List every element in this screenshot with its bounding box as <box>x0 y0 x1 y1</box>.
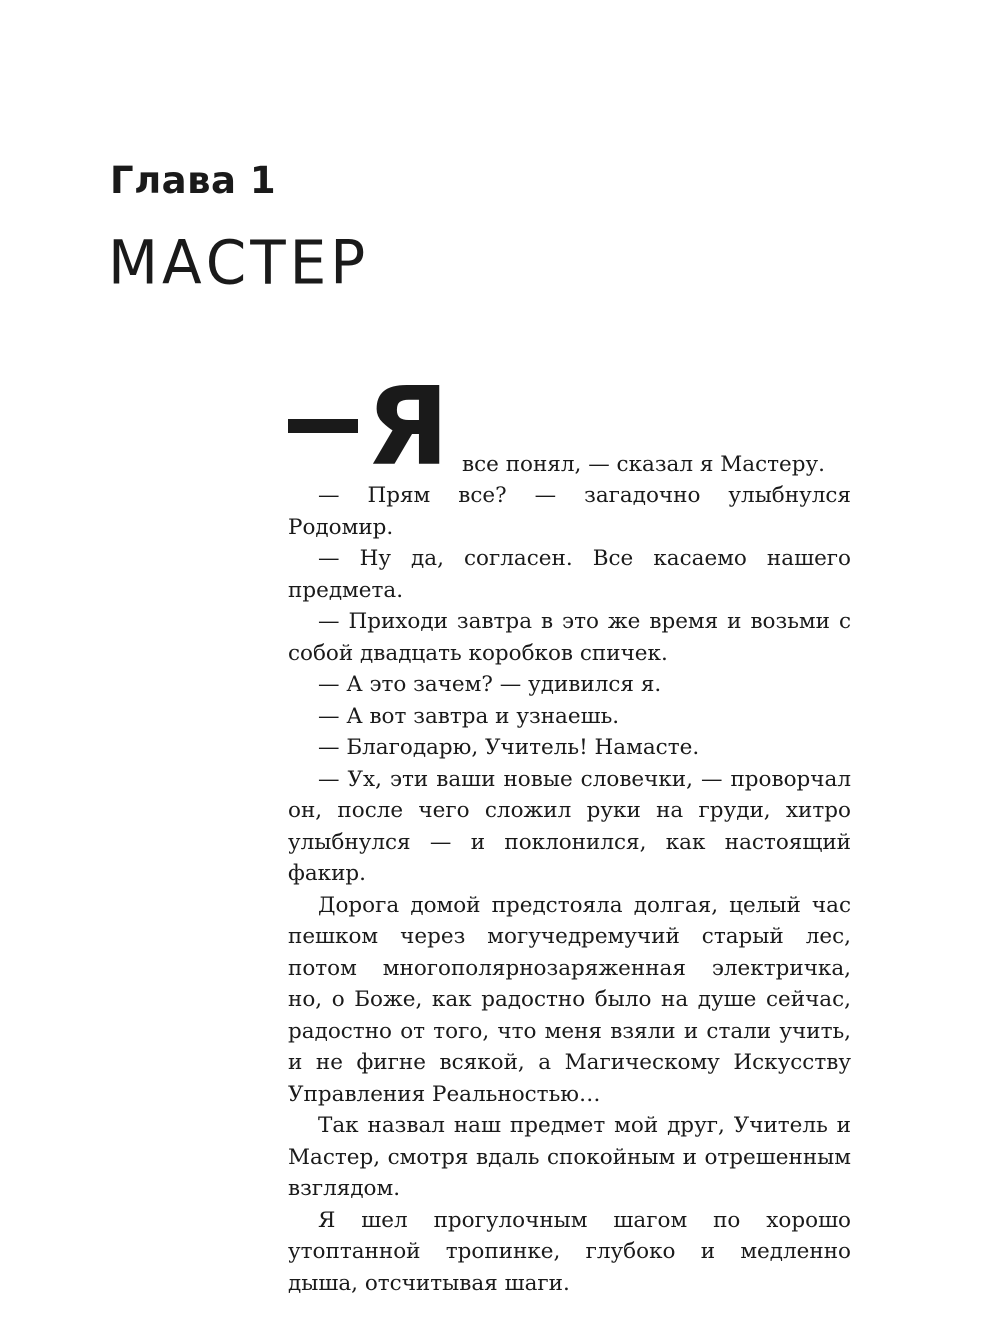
chapter-body <box>288 365 851 1299</box>
paragraph: — Приходи завтра в это же время и возьми с собой двадцать коробков спичек. <box>288 609 851 666</box>
paragraph: — Прям все? — загадочно улыбнулся Родомир. <box>288 483 851 540</box>
drop-cap-letter: Я <box>366 365 444 490</box>
paragraph: Дорога домой предстояла долгая, целый час пешком через могучедремучий старый лес, потом многополярнозаряженная электричка, но, о Боже, как радостно было на душе сейчас, радостно от того, что меня взяли и стали учить, и не фигне всякой, а Магическому Искусству Управления Реальностью… <box>288 892 851 1107</box>
paragraph: Я шел прогулочным шагом по хорошо утоптанной тропинке, глубоко и медленно дыша, отсчитывая шаги. <box>288 1207 851 1296</box>
chapter-title: МАСТЕР <box>108 226 370 299</box>
opening-text: все понял, — сказал я Мастеру. <box>462 451 826 477</box>
opening-line <box>288 365 851 490</box>
chapter-label: Глава 1 <box>110 159 277 202</box>
paragraph: — А это зачем? — удивился я. <box>318 672 662 697</box>
drop-cap-dash <box>288 419 358 433</box>
drop-cap <box>288 365 444 490</box>
paragraph: — А вот завтра и узнаешь. <box>318 703 620 729</box>
paragraph: — Благодарю, Учитель! Намасте. <box>318 735 700 760</box>
paragraph: Так назвал наш предмет мой друг, Учитель и Мастер, смотря вдаль спокойным и отрешенным взглядом. <box>288 1113 851 1201</box>
paragraph: — Ну да, согласен. Все касаемо нашего предмета. <box>288 546 851 603</box>
paragraph: — Ух, эти ваши новые словечки, — проворчал он, после чего сложил руки на груди, хитро улыбнулся — и поклонился, как настоящий факир. <box>288 766 851 886</box>
